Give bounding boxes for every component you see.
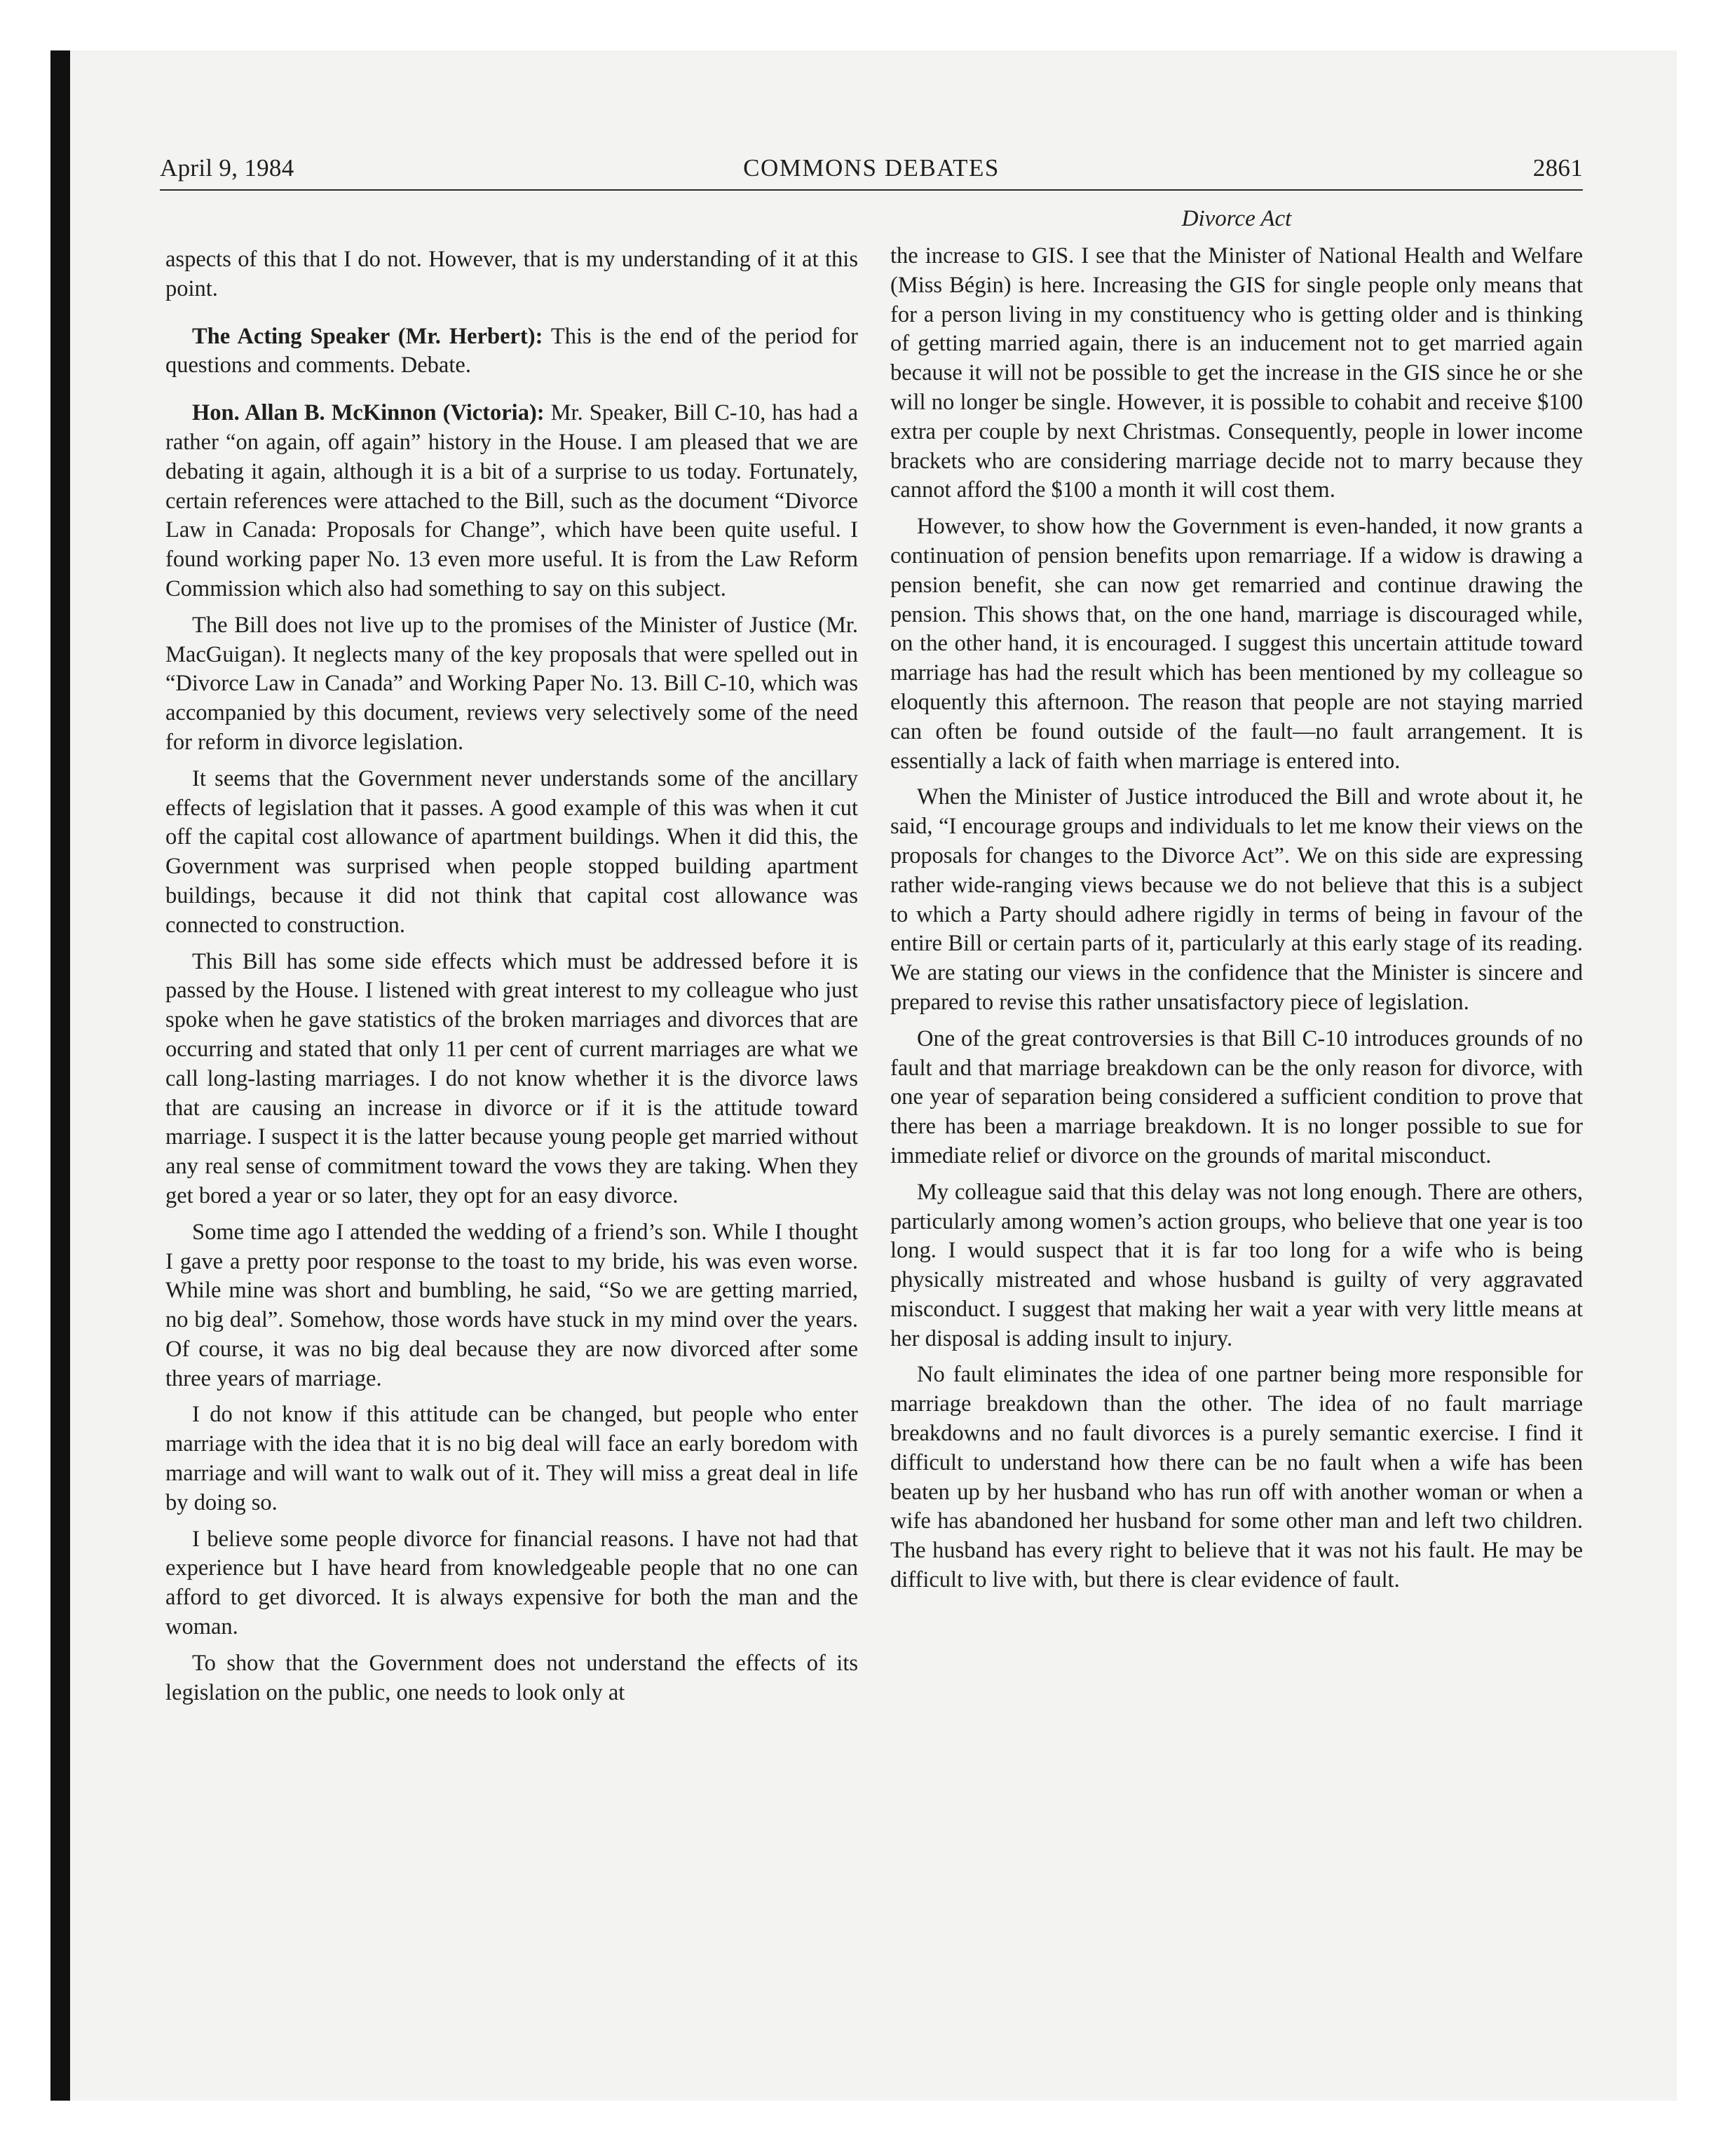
right-column [890, 242, 1583, 1595]
paragraph: To show that the Government does not understand the effects of its legislation on the public, one needs to look only at [165, 1650, 858, 1705]
paragraph: The Bill does not live up to the promises of the Minister of Justice (Mr. MacGuigan). It neglects many of the key proposals that were spelled out in “Divorce Law in Canada” and Working Paper No. 13. Bill C-10, which was accompanied by this document, reviews very selectively some of the need for reform in divorce legislation. [165, 612, 858, 755]
paragraph [165, 322, 858, 381]
paragraph: Some time ago I attended the wedding of a friend’s son. While I thought I gave a pretty poor response to the toast to my bride, his was even worse. While mine was short and bumbling, he said, “So we are getting married, no big deal”. Somehow, those words have stuck in my mind over the years. Of course, it was no big deal because they are now divorced after some three years of marriage. [165, 1219, 858, 1391]
paragraph: My colleague said that this delay was not long enough. There are others, particularly among women’s action groups, who believe that one year is too long. I would suspect that it is far too long for a wife who is being physically mistreated and whose husband is guilty of very aggravated misconduct. I suggest that making her wait a year with very little means at her disposal is adding insult to injury. [890, 1179, 1583, 1351]
paragraph: I do not know if this attitude can be changed, but people who enter marriage with the idea that it is no big deal will face an early boredom with marriage and will want to walk out of it. They will miss a great deal in life by doing so. [165, 1402, 858, 1515]
paragraph: When the Minister of Justice introduced the Bill and wrote about it, he said, “I encourage groups and individuals to let me know their views on the proposals for changes to the Divorce Act”. We on this side are expressing rather wide-ranging views because we do not believe that this is a subject to which a Party should adhere rigidly in terms of being in favour of the entire Bill or certain parts of it, particularly at this early stage of its reading. We are stating our views in the confidence that the Minister is sincere and prepared to revise this rather unsatisfactory piece of legislation. [890, 784, 1583, 1015]
speech-text: Mr. Speaker, Bill C-10, has had a rather “on again, off again” history in the House. I am pleased that we are debating it again, although it is a bit of a surprise to us today. Fortunately, certain references were attached to the Bill, such as the document “Divorce Law in Canada: Proposals for Change”, which have been quite useful. I found working paper No. 13 even more useful. It is from the Law Reform Commission which also had something to say on this subject. [165, 400, 858, 601]
paragraph: It seems that the Government never understands some of the ancillary effects of legislation that it passes. A good example of this was when it cut off the capital cost allowance of apartment buildings. When it did this, the Government was surprised when people stopped building apartment buildings, because it did not think that capital cost allowance was connected to construction. [165, 765, 858, 938]
speaker-name: Hon. Allan B. McKinnon (Victoria): [192, 400, 545, 426]
scan-edge-shadow [50, 50, 70, 2101]
header-publication: COMMONS DEBATES [743, 154, 1000, 182]
header-date: April 9, 1984 [160, 154, 294, 182]
paragraph: No fault eliminates the idea of one partner being more responsible for marriage breakdown than the other. The idea of no fault marriage breakdowns and no fault divorces is a purely semantic exercise. I find it difficult to understand how there can be no fault when a wife has been beaten up by her husband who has run off with another woman or when a wife has abandoned her husband for some other man and left two children. The husband has every right to believe that it was not his fault. He may be difficult to live with, but there is clear evidence of fault. [890, 1362, 1583, 1593]
paragraph: aspects of this that I do not. However, that is my understanding of it at this point. [165, 247, 858, 301]
paragraph: One of the great controversies is that Bill C-10 introduces grounds of no fault and that marriage breakdown can be the only reason for divorce, with one year of separation being considered a sufficient condition to prove that there has been a marriage breakdown. It is no longer possible to sue for immediate relief or divorce on the grounds of marital misconduct. [890, 1025, 1583, 1168]
paragraph: This Bill has some side effects which must be addressed before it is passed by the House. I listened with great interest to my colleague who just spoke when he gave statistics of the broken marriages and divorces that are occurring and stated that only 11 per cent of current marriages are what we call long-lasting marriages. I do not know whether it is the divorce laws that are causing an increase in divorce or if it is the attitude toward marriage. I suspect it is the latter because young people get married without any real sense of commitment toward the vows they are taking. When they get bored a year or so later, they opt for an easy divorce. [165, 948, 858, 1208]
running-header [160, 150, 1583, 189]
paragraph: However, to show how the Government is even-handed, it now grants a continuation of pension benefits upon remarriage. If a widow is drawing a pension benefit, she can now get remarried and continue drawing the pension. This shows that, on the one hand, marriage is discouraged while, on the other hand, it is encouraged. I suggest this uncertain attitude toward marriage has had the result which has been mentioned by my colleague so eloquently this afternoon. The reason that people are not staying married can often be found outside of the fault—no fault arrangement. It is essentially a lack of faith when marriage is entered into. [890, 514, 1583, 774]
paragraph: the increase to GIS. I see that the Minister of National Health and Welfare (Miss Bégin) is here. Increasing the GIS for single people only means that for a person living in my constituency who is getting older and is thinking of getting married again, there is an inducement not to get married again because it will not be possible to get the increase in the GIS since he or she will no longer be single. However, it is possible to cohabit and receive $100 extra per couple by next Christmas. Consequently, people in lower income brackets who are considering marriage decide not to marry because they cannot afford the $100 a month it will cost them. [890, 243, 1583, 503]
header-page-number: 2861 [1532, 154, 1583, 182]
left-column [165, 245, 858, 1707]
paragraph: I believe some people divorce for financial reasons. I have not had that experience but I have heard from knowledgeable people that no one can afford to get divorced. It is always expensive for both the man and the woman. [165, 1526, 858, 1640]
speech-text: This is the end of the period for questions and comments. Debate. [165, 323, 858, 378]
paragraph [165, 399, 858, 604]
section-title: Divorce Act [1181, 206, 1292, 231]
header-rule [160, 189, 1583, 191]
speaker-name: The Acting Speaker (Mr. Herbert): [192, 323, 543, 349]
